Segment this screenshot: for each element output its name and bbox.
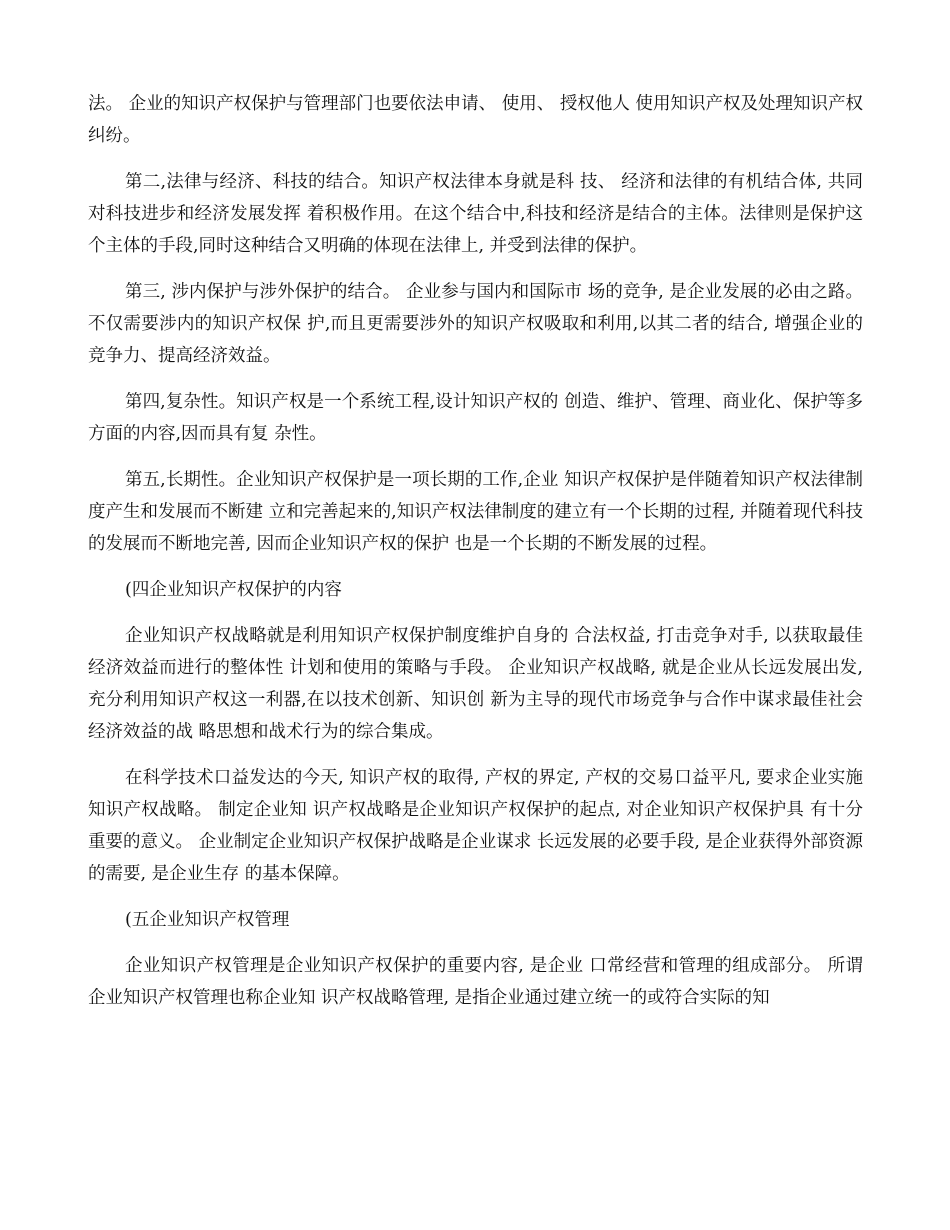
paragraph-1: 法。 企业的知识产权保护与管理部门也要依法申请、 使用、 授权他人 使用知识产权及处理知识产权纠纷。 — [88, 94, 863, 146]
section-heading-4: (四企业知识产权保护的内容 — [125, 580, 342, 600]
paragraph-5: 第五,长期性。企业知识产权保护是一项长期的工作,企业 知识产权保护是伴随着知识产权法律制度产生和发展而不断建 立和完善起来的,知识产权法律制度的建立有一个长期的过程, 并随着现代科技的发展而不断地完善, 因而企业知识产权的保护 也是一个长期的不断发展的过程。 — [88, 470, 863, 554]
paragraph-6: 企业知识产权战略就是利用知识产权保护制度维护自身的 合法权益, 打击竞争对手, 以获取最佳经济效益而进行的整体性 计划和使用的策略与手段。 企业知识产权战略, 就是企业从长远发展出发,充分利用知识产权这一利器,在以技术创新、知识创 新为主导的现代市场竞争与合作中谋求最佳社会经济效益的战 略思想和战术行为的综合集成。 — [88, 626, 863, 742]
paragraph-3: 第三, 涉内保护与涉外保护的结合。 企业参与国内和国际市 场的竞争, 是企业发展的必由之路。 不仅需要涉内的知识产权保 护,而且更需要涉外的知识产权吸取和利用,以其二者的结合, 增强企业的竞争力、提高经济效益。 — [88, 282, 863, 366]
section-heading-5: (五企业知识产权管理 — [125, 910, 290, 930]
document-page — [88, 88, 863, 1028]
paragraph-4: 第四,复杂性。知识产权是一个系统工程,设计知识产权的 创造、维护、管理、商业化、保护等多方面的内容,因而具有复 杂性。 — [88, 392, 863, 444]
paragraph-2: 第二,法律与经济、科技的结合。知识产权法律本身就是科 技、 经济和法律的有机结合体, 共同对科技进步和经济发展发挥 着积极作用。在这个结合中,科技和经济是结合的主体。法律则是保护这个主体的手段,同时这种结合又明确的体现在法律上, 并受到法律的保护。 — [88, 172, 863, 256]
paragraph-7: 在科学技术口益发达的今天, 知识产权的取得, 产权的界定, 产权的交易口益平凡, 要求企业实施知识产权战略。 制定企业知 识产权战略是企业知识产权保护的起点, 对企业知识产权保护具 有十分重要的意义。 企业制定企业知识产权保护战略是企业谋求 长远发展的必要手段, 是企业获得外部资源的需要, 是企业生存 的基本保障。 — [88, 768, 863, 884]
paragraph-8: 企业知识产权管理是企业知识产权保护的重要内容, 是企业 口常经营和管理的组成部分。 所谓企业知识产权管理也称企业知 识产权战略管理, 是指企业通过建立统一的或符合实际的知 — [88, 956, 863, 1008]
